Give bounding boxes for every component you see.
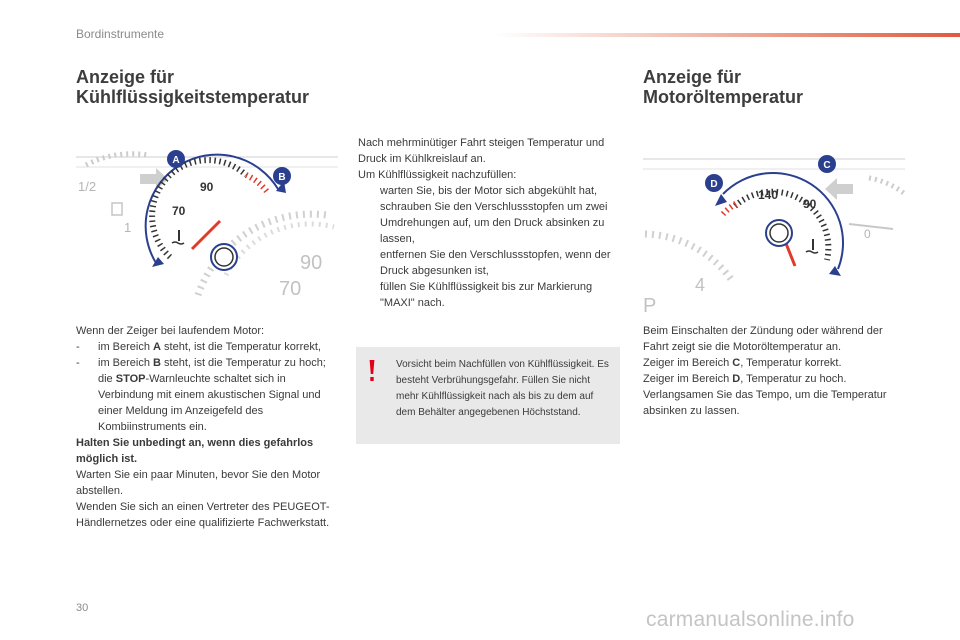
list-item: - im Bereich B steht, ist die Temperatur zu hoch; die STOP-Warnleuchte schaltet sich in Verbindung mit einem akustischen Signal und einer Meldung im Anzeigefeld des Kombiinstruments ein. [76,357,326,433]
paragraph: Warten Sie ein paar Minuten, bevor Sie den Motor abstellen. [76,469,321,497]
gauge-value: 140 [758,188,779,202]
paragraph: Zeiger im Bereich D, Temperatur zu hoch. [643,373,847,385]
gauge-side-value: 1 [124,220,132,235]
warning-exclamation-icon [369,360,375,382]
list-item: warten Sie, bis der Motor sich abgekühlt hat, [380,185,598,197]
header-section: Bordinstrumente [76,27,165,41]
dash-marker: - [76,341,80,353]
arrow-icon [715,194,727,206]
marker-b-label: B [278,172,286,183]
gauge-side-value: P [643,295,657,314]
heading-oil-temperature [643,67,803,107]
coolant-text-block [76,323,338,531]
oil-text-block [643,323,905,419]
heading-line-1: Anzeige für [76,67,175,87]
heading-line-2: Motoröltemperatur [643,87,804,107]
marker-d-label: D [710,179,718,190]
coolant-temperature-icon [172,230,184,244]
list-item: - im Bereich A steht, ist die Temperatur korrekt, [76,341,321,353]
paragraph: Wenn der Zeiger bei laufendem Motor: [76,325,265,337]
list-item: schrauben Sie den Verschlussstopfen um zwei Umdrehungen auf, um den Druck absinken zu lassen, [380,201,608,245]
paragraph: Um Kühlflüssigkeit nachzufüllen: [358,169,517,181]
paragraph: Nach mehrminütiger Fahrt steigen Temperatur und Druck im Kühlkreislauf an. [358,137,605,165]
oil-temperature-icon [806,239,818,253]
gauge-side-value: 0 [864,227,871,241]
warning-text: Vorsicht beim Nachfüllen von Kühlflüssigkeit. Es besteht Verbrühungsgefahr. Füllen Sie nicht mehr Kühlflüssigkeit nach als bis zu dem auf dem Behälter angegebenen Höchststand. [396,359,609,418]
paragraph-bold: Halten Sie unbedingt an, wenn dies gefahrlos möglich ist. [76,437,314,465]
paragraph: Wenden Sie sich an einen Vertreter des PEUGEOT-Händlernetzes oder eine qualifizierte Fachwerkstatt. [76,501,330,529]
heading-line-1: Anzeige für [643,67,742,87]
coolant-temperature-gauge-illustration [76,145,338,305]
header-accent-line [495,33,960,37]
gauge-bg-value: 90 [300,252,323,274]
gauge-needle [192,221,220,249]
gauge-side-value: 1/2 [78,179,97,194]
heading-line-2: Kühlflüssigkeitstemperatur [76,87,310,107]
arrow-left-icon [825,178,853,200]
dash-marker: - [76,357,80,369]
marker-c-label: C [823,160,831,171]
gauge-value: 70 [172,204,186,218]
warning-box [356,347,620,444]
list-item: entfernen Sie den Verschlussstopfen, wenn der Druck abgesunken ist, [380,249,611,277]
page-number: 30 [76,602,89,614]
gauge-value: 90 [803,197,817,211]
gauge-bg-value: 70 [279,278,302,300]
paragraph: Verlangsamen Sie das Tempo, um die Temperatur absinken zu lassen. [643,389,887,417]
list-item: füllen Sie Kühlflüssigkeit bis zur Markierung "MAXI" nach. [380,281,593,309]
gauge-side-value: 4 [695,275,706,295]
gauge-value: 90 [200,180,214,194]
oil-temperature-gauge-illustration [643,154,905,314]
paragraph: Beim Einschalten der Zündung oder während der Fahrt zeigt sie die Motoröltemperatur an. [643,325,883,353]
heading-coolant-temperature [76,67,309,107]
paragraph: Zeiger im Bereich C, Temperatur korrekt. [643,357,842,369]
refill-instructions-block [358,135,620,311]
fuel-pump-icon [112,203,122,215]
marker-a-label: A [172,155,180,166]
watermark: carmanualsonline.info [646,608,855,631]
